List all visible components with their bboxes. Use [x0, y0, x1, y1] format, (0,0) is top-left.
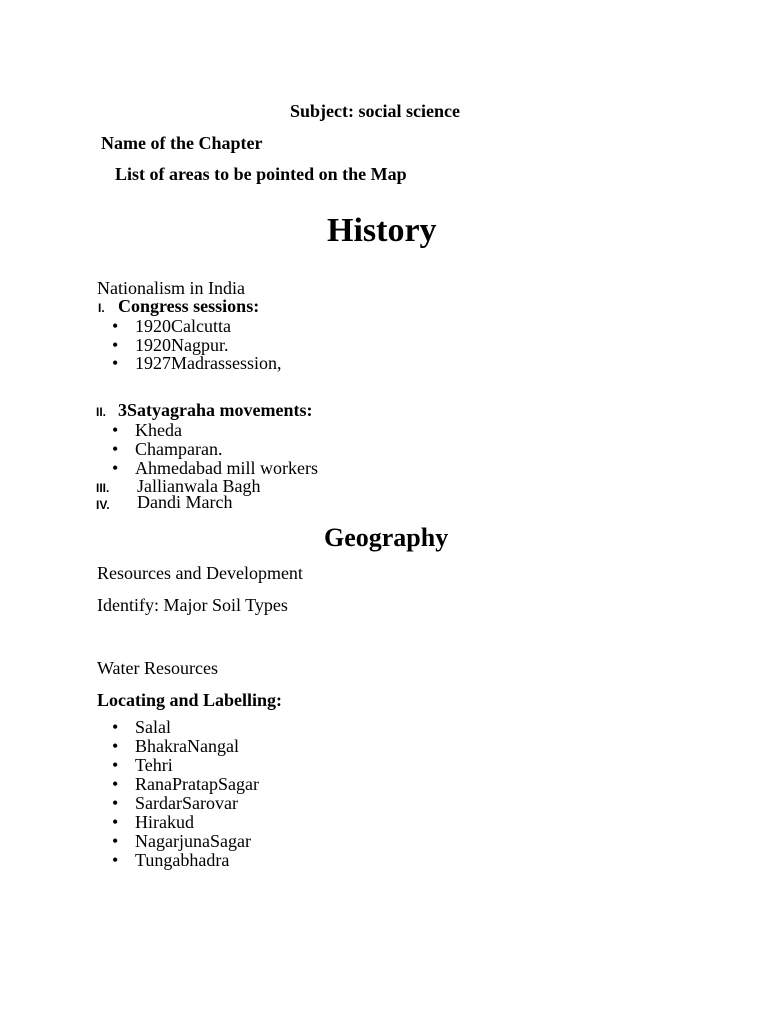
history-title: History	[327, 212, 437, 249]
identify-line: Identify: Major Soil Types	[97, 595, 288, 615]
subject-line: Subject: social science	[290, 101, 460, 121]
section-numeral: IV.	[96, 498, 110, 512]
chapter-label: Name of the Chapter	[101, 133, 263, 153]
section-numeral: I.	[98, 301, 105, 315]
section-numeral: III.	[96, 481, 110, 495]
section-heading-dandi: Dandi March	[137, 492, 233, 512]
section-heading-jallianwala: Jallianwala Bagh	[137, 476, 261, 496]
list-label: List of areas to be pointed on the Map	[115, 164, 407, 184]
history-chapter: Nationalism in India	[97, 278, 245, 298]
geography-chapter-2: Water Resources	[97, 658, 218, 678]
geography-chapter-1: Resources and Development	[97, 563, 303, 583]
section-heading-satyagraha: 3Satyagraha movements:	[118, 400, 313, 420]
section-numeral: II.	[96, 405, 107, 419]
section-heading-congress: Congress sessions:	[118, 296, 260, 316]
geography-title: Geography	[324, 523, 449, 552]
locating-heading: Locating and Labelling:	[97, 690, 283, 710]
